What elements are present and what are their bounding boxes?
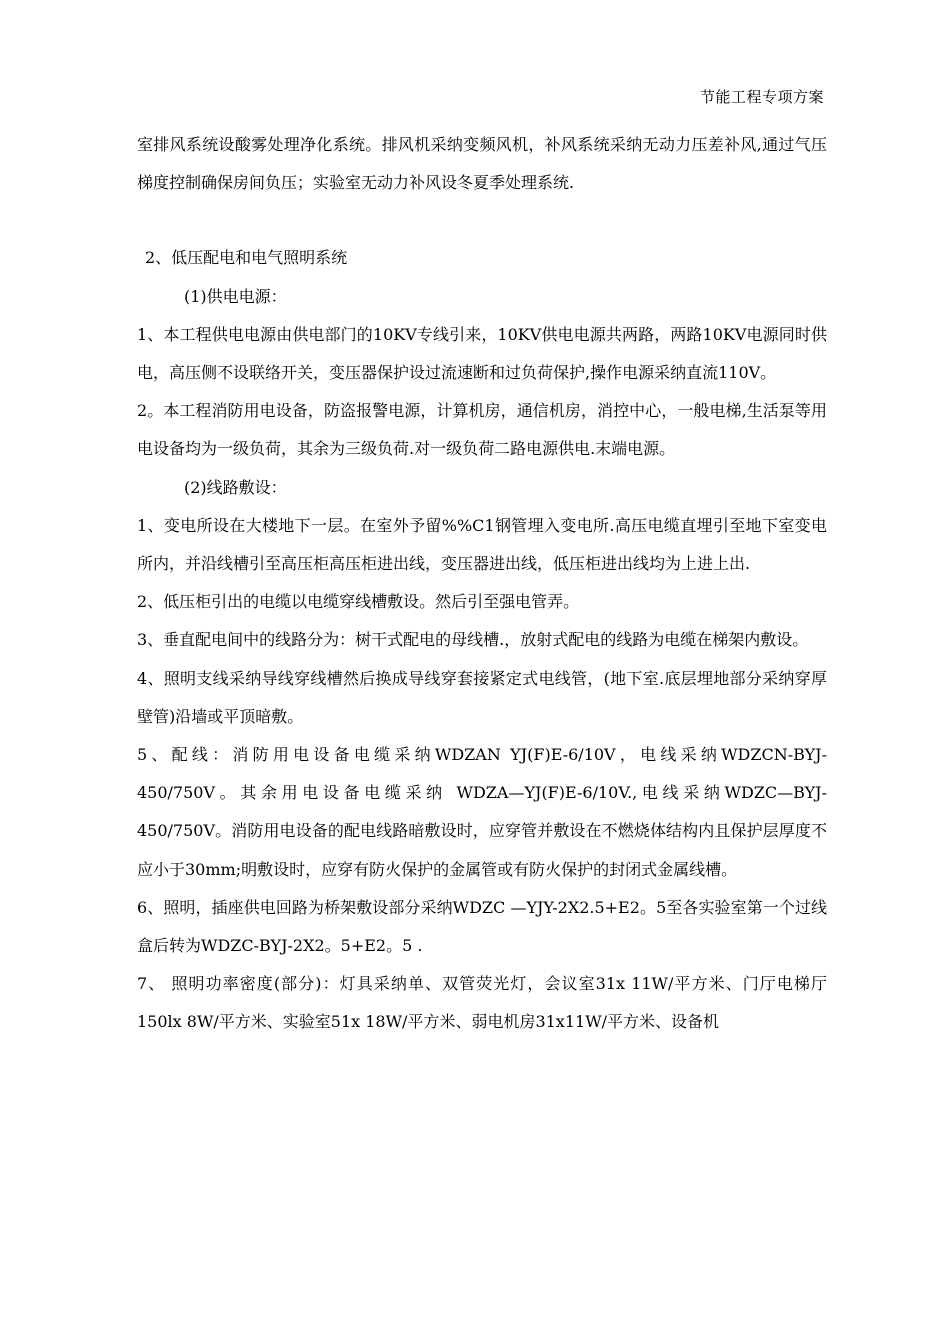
wiring-item-1: 1、变电所设在大楼地下一层。在室外予留%%C1钢管埋入变电所.高压电缆直埋引至地下室变电所内，并沿线槽引至高压柜高压柜进出线，变压器进出线，低压柜进出线均为上进上出. [137, 515, 827, 574]
paragraph-gap [137, 202, 827, 239]
wiring-item-5: 5、配线：消防用电设备电缆采纳WDZAN YJ(F)E-6/10V，电线采纳WDZCN-BYJ-450/750V。其余用电设备电缆采纳 WDZA—YJ(F)E-6/10V.,电线采纳WDZC—BYJ-450/750V。消防用电设备的配电线路暗敷设时，应穿管并敷设在不燃烧体结构内且保护层厚度不应小于30mm;明敷设时，应穿有防火保护的金属管或有防火保护的封闭式金属线槽。 [137, 745, 827, 879]
page-header-title: 节能工程专项方案 [699, 88, 824, 106]
wiring-item-2: 2、低压柜引出的电缆以电缆穿线槽敷设。然后引至强电管弄。 [137, 592, 580, 612]
wiring-item-3: 3、垂直配电间中的线路分为：树干式配电的母线槽.，放射式配电的线路为电缆在梯架内敷设。 [137, 630, 809, 650]
power-supply-item-1: 1、本工程供电电源由供电部门的10KV专线引来，10KV供电电源共两路，两路10KV电源同时供电，高压侧不设联络开关，变压器保护设过流速断和过负荷保护,操作电源采纳直流110V。 [137, 324, 827, 383]
subsection-heading-wiring: (2)线路敷设： [184, 477, 287, 497]
wiring-item-7: 7、 照明功率密度(部分)：灯具采纳单、双管荧光灯，会议室31x 11W/平方米、门厅电梯厅150lx 8W/平方米、实验室51x 18W/平方米、弱电机房31x11W/平方米、设备机 [137, 974, 827, 1032]
subsection-heading-power-supply: (1)供电电源： [184, 286, 287, 306]
wiring-item-4: 4、照明支线采纳导线穿线槽然后换成导线穿套接紧定式电线管，(地下室.底层埋地部分采纳穿厚壁管)沿墙或平顶暗敷。 [137, 668, 827, 726]
wiring-item-6: 6、照明，插座供电回路为桥架敷设部分采纳WDZC —YJY-2X2.5+E2。5至各实验室第一个过线盒后转为WDZC-BYJ-2X2。5+E2。5 . [137, 897, 827, 956]
section-heading: 2、低压配电和电气照明系统 [145, 248, 348, 268]
document-body [137, 126, 827, 1042]
power-supply-item-2: 2。本工程消防用电设备，防盗报警电源，计算机房，通信机房，消控中心，一般电梯,生活泵等用电设备均为一级负荷，其余为三级负荷.对一级负荷二路电源供电.末端电源。 [137, 401, 827, 459]
paragraph-intro: 室排风系统设酸雾处理净化系统。排风机采纳变频风机，补风系统采纳无动力压差补风,通过气压梯度控制确保房间负压；实验室无动力补风设冬夏季处理系统. [137, 135, 827, 193]
